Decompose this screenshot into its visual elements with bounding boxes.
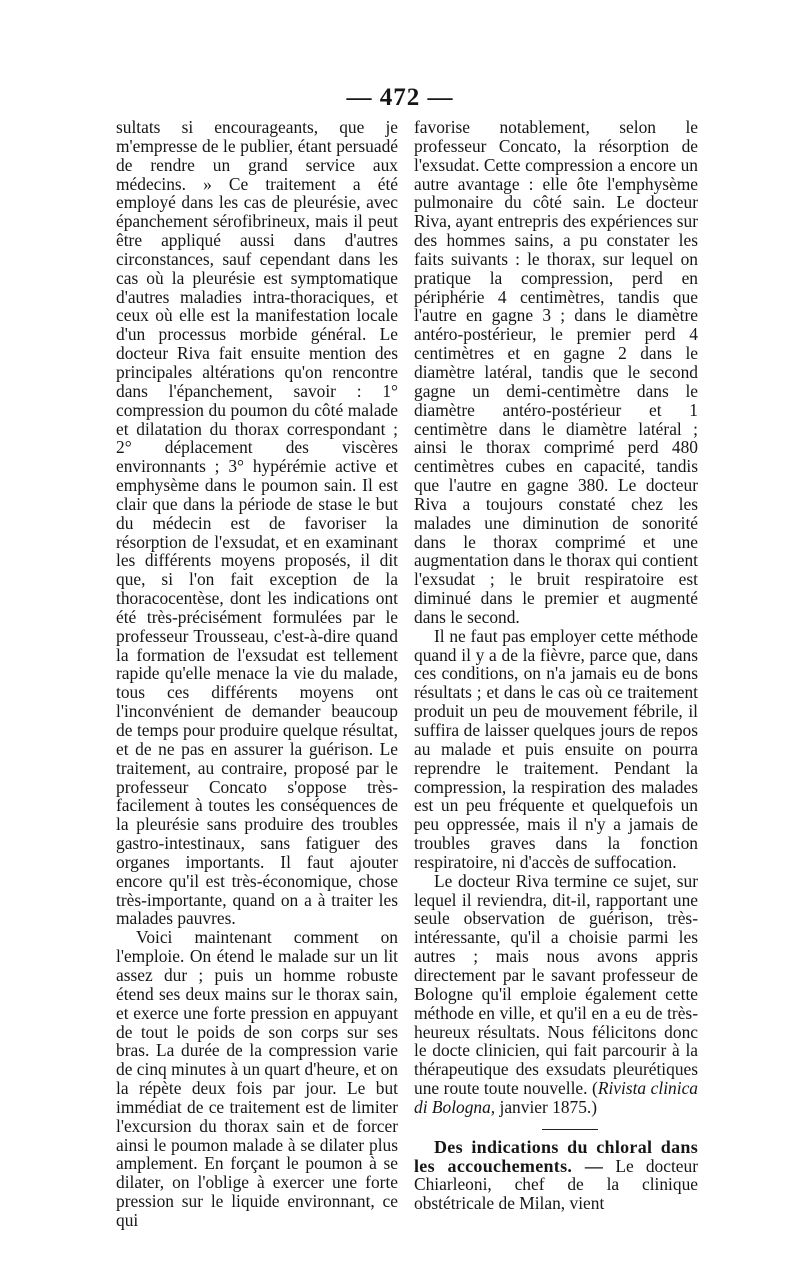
paragraph bbox=[414, 872, 698, 1117]
section-text: Le docteur Chiarleoni, chef de la clinique obstétricale de Milan, vient bbox=[414, 1155, 698, 1214]
paragraph: Il ne faut pas employer cette méthode quand il y a de la fièvre, parce que, dans ces conditions, on n'a jamais eu de bons résultats ; et dans le cas où ce traitement produit un peu de mouvement fébrile, il suffira de laisser quelques jours de repos au malade et puis ensuite on pourra reprendre le traitement. Pendant la compression, la respiration des malades est un peu fréquente et quelquefois un peu oppressée, mais il n'y a jamais de troubles graves dans la fonction respiratoire, ni d'accès de suffocation. bbox=[414, 625, 698, 872]
paragraph: favorise notablement, selon le professeur Concato, la résorption de l'exsudat. Cette compression a encore un autre avantage : elle ôte l'emphysème pulmonaire du côté sain. Le docteur Riva, ayant entrepris des expériences sur des hommes sains, a pu constater les faits suivants : le thorax, sur lequel on pratique la compression, perd en périphérie 4 centimètres, tandis que l'autre en gagne 3 ; dans le diamètre antéro-postérieur, le premier perd 4 centimètres et en gagne 2 dans le diamètre latéral, tandis que le second gagne un demi-centimètre dans le diamètre antéro-postérieur et 1 centimètre dans le diamètre latéral ; ainsi le thorax comprimé perd 480 centimètres cubes en capacité, tandis que l'autre en gagne 380. Le docteur Riva a toujours constaté chez les malades une diminution de sonorité dans le thorax comprimé et une augmentation dans le thorax qui contient l'exsudat ; le bruit respiratoire est diminué dans le premier et augmenté dans le second. bbox=[414, 117, 698, 627]
right-column bbox=[414, 118, 698, 1213]
paragraph-text: Le docteur Riva termine ce sujet, sur lequel il reviendra, dit-il, rapportant une seule observation de guérison, très-intéressante, qu'il a choisie parmi les autres ; mais nous avons appris directement par le savant professeur de Bologne qu'il emploie également cette méthode en ville, et qu'il en a eu de très-heureux résultats. Nous félicitons donc le docte clinicien, qui fait parcourir à la thérapeutique des exsudats pleurétiques une route toute nouvelle. ( bbox=[414, 870, 698, 1099]
section-title: Des indications du chloral dans les accouchements. — bbox=[414, 1136, 698, 1176]
page-number: — 472 — bbox=[346, 84, 454, 111]
citation-date: janvier 1875.) bbox=[495, 1096, 598, 1117]
paragraph: sultats si encourageants, que je m'empresse de le publier, étant persuadé de rendre un grand service aux médecins. » Ce traitement a été employé dans les cas de pleurésie, avec épanchement sérofibrineux, mais il peut être appliqué aussi dans d'autres circonstances, sauf cependant dans les cas où la pleurésie est symptomatique d'autres maladies intra-thoraciques, et ceux où elle est la manifestation locale d'un processus morbide général. Le docteur Riva fait ensuite mention des principales altérations qu'on rencontre dans l'épanchement, savoir : 1° compression du poumon du côté malade et dilatation du thorax correspondant ; 2° déplacement des viscères environnants ; 3° hypérémie active et emphysème dans le poumon sain. Il est clair que dans la période de stase le but du médecin est de favoriser la résorption de l'exsudat, et en examinant les différents moyens proposés, il dit que, si l'on fait exception de la thoracocentèse, dont les indications ont été très-précisément formulées par le professeur Trousseau, c'est-à-dire quand la formation de l'exsudat est tellement rapide qu'elle menace la vie du malade, tous ces différents moyens ont l'inconvénient de demander beaucoup de temps pour produire quelque résultat, et de ne pas en assurer la guérison. Le traitement, au contraire, proposé par le professeur Concato s'oppose très-facilement à toutes les conséquences de la pleurésie sans produire des troubles gastro-intestinaux, sans fatiguer des organes importants. Il faut ajouter encore qu'il est très-économique, chose très-importante, quand on a à traiter les malades pauvres. bbox=[116, 117, 398, 929]
journal-citation: Rivista clinica di Bologna, bbox=[414, 1078, 698, 1117]
section-paragraph bbox=[414, 1138, 698, 1213]
left-column bbox=[116, 118, 398, 1230]
section-divider bbox=[542, 1129, 598, 1130]
paragraph: Voici maintenant comment on l'emploie. On étend le malade sur un lit assez dur ; puis un homme robuste étend ses deux mains sur le thorax sain, et exerce une forte pression en appuyant de tout le poids de son corps sur ses bras. La durée de la compression varie de cinq minutes à un quart d'heure, et on la répète deux fois par jour. Le but immédiat de ce traitement est de limiter l'excursion du thorax sain et de forcer ainsi le poumon malade à se dilater plus amplement. En forçant le poumon à se dilater, on l'oblige à exercer une forte pression sur le liquide environnant, ce qui bbox=[116, 927, 398, 1230]
